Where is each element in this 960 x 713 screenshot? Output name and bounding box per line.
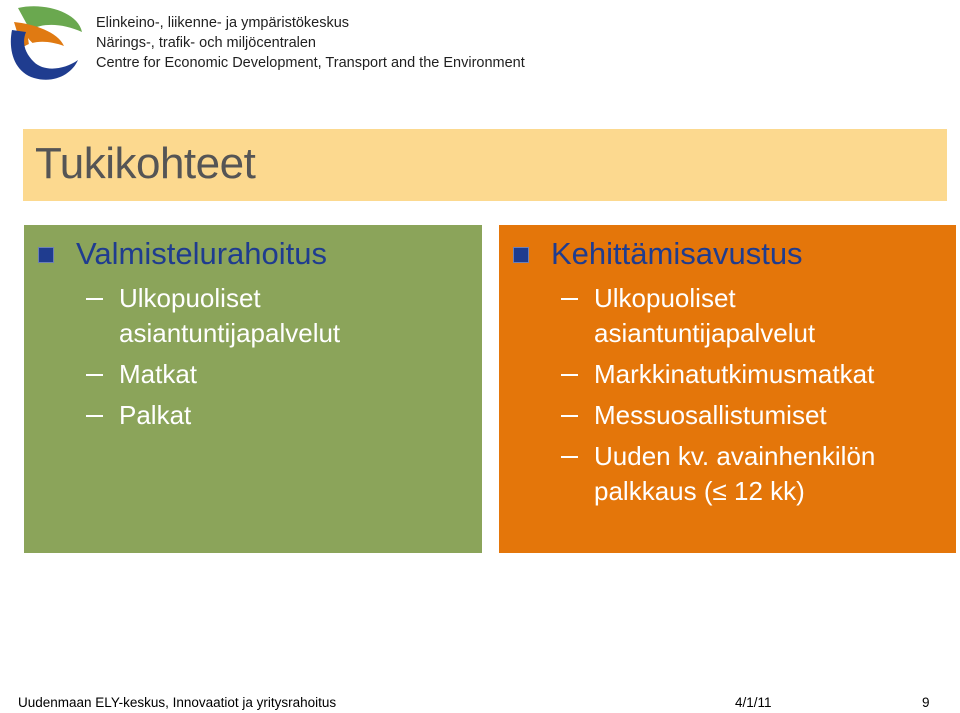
ely-logo	[4, 2, 84, 82]
list-item-text: Uuden kv. avainhenkilön palkkaus (≤ 12 kk)	[594, 441, 876, 506]
page-number: 9	[922, 695, 930, 710]
right-panel	[499, 225, 956, 553]
dash-bullet-icon	[86, 374, 103, 376]
footer-text: Uudenmaan ELY-keskus, Innovaatiot ja yritysrahoitus	[18, 695, 337, 710]
dash-bullet-icon	[561, 298, 578, 300]
dash-bullet-icon	[561, 415, 578, 417]
dash-bullet-icon	[561, 374, 578, 376]
org-name-en: Centre for Economic Development, Transport and the Environment	[96, 55, 525, 71]
list-item	[561, 357, 941, 392]
right-panel-items	[561, 281, 941, 515]
list-item-text: Markkinatutkimusmatkat	[594, 359, 875, 389]
right-panel-heading-row	[513, 237, 803, 271]
left-panel-heading: Valmistelurahoitus	[76, 236, 327, 271]
dash-bullet-icon	[561, 456, 578, 458]
left-panel	[24, 225, 482, 553]
list-item-text: Messuosallistumiset	[594, 400, 827, 430]
list-item	[86, 398, 466, 433]
list-item	[86, 357, 466, 392]
list-item	[561, 281, 941, 351]
organization-names	[96, 13, 525, 73]
list-item	[561, 439, 941, 509]
list-item-text: Ulkopuoliset asiantuntijapalvelut	[594, 283, 816, 348]
slide-title-bar	[23, 129, 947, 201]
square-bullet-icon	[513, 247, 529, 263]
list-item	[561, 398, 941, 433]
list-item	[86, 281, 466, 351]
slide-title: Tukikohteet	[35, 139, 256, 188]
list-item-text: Matkat	[119, 359, 198, 389]
left-panel-heading-row	[38, 237, 327, 271]
square-bullet-icon	[38, 247, 54, 263]
left-panel-items	[86, 281, 466, 439]
dash-bullet-icon	[86, 298, 103, 300]
list-item-text: Ulkopuoliset asiantuntijapalvelut	[119, 283, 341, 348]
footer-date: 4/1/11	[735, 695, 772, 710]
org-name-fi: Elinkeino-, liikenne- ja ympäristökeskus	[96, 15, 350, 31]
dash-bullet-icon	[86, 415, 103, 417]
org-name-sv: Närings-, trafik- och miljöcentralen	[96, 35, 316, 51]
right-panel-heading: Kehittämisavustus	[551, 236, 803, 271]
list-item-text: Palkat	[119, 400, 192, 430]
